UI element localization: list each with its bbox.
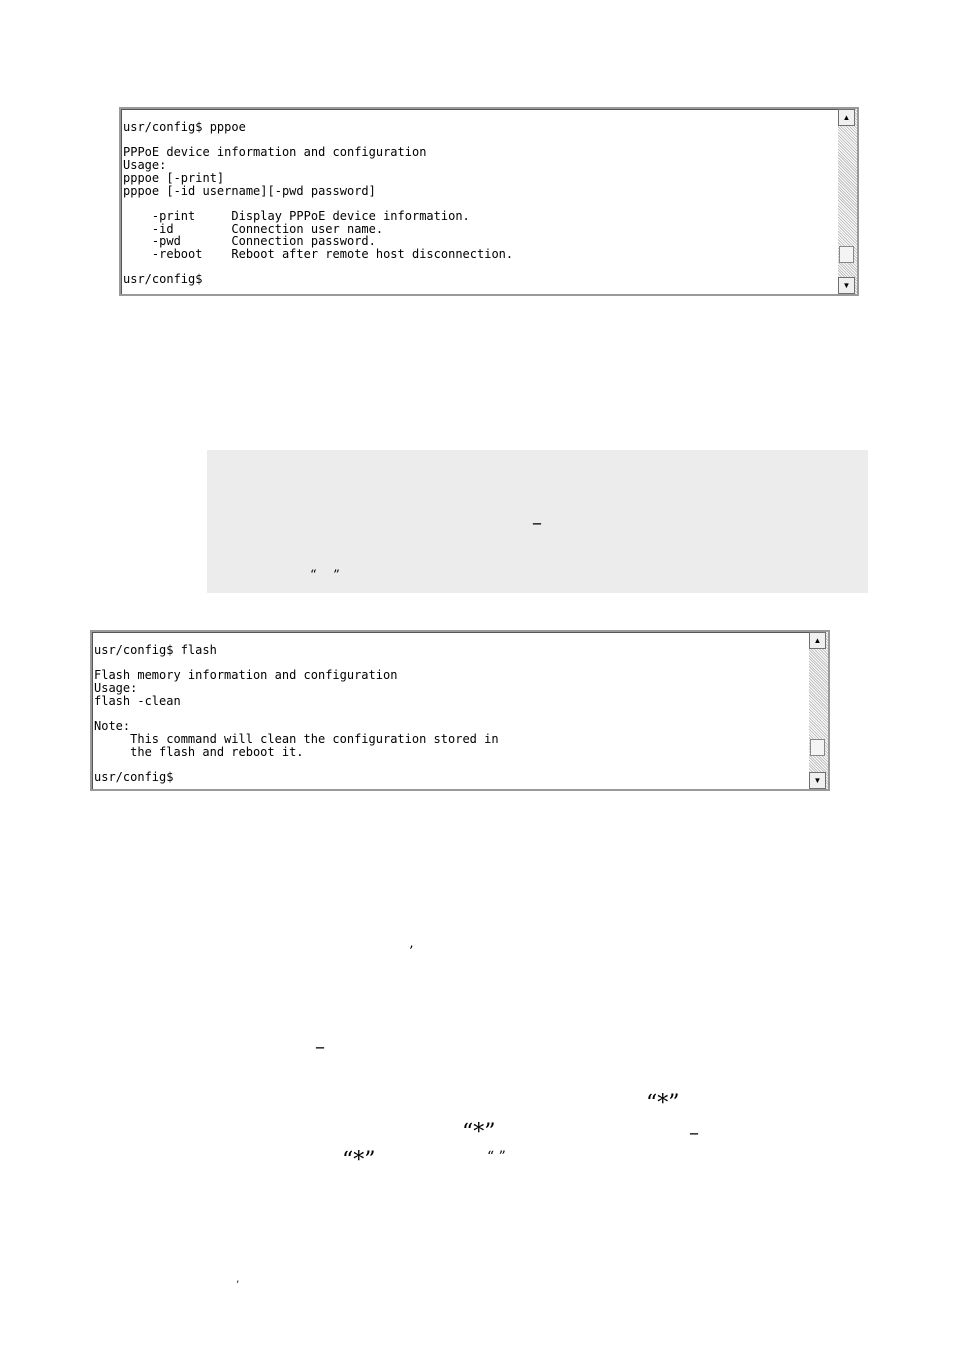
note-quotes: “ ” — [310, 568, 340, 583]
note-dash: – — [532, 510, 542, 534]
body-dash: – — [689, 1120, 699, 1144]
scrollbar-thumb[interactable] — [810, 739, 825, 756]
body-comma: ’ — [409, 944, 414, 960]
pppoe-scrollbar[interactable] — [838, 109, 857, 294]
flash-terminal-output: usr/config$ flash Flash memory information and configuration Usage: flash -clean Note: This command will clean the configuration stored in the flash and reboot it. usr/config$ — [94, 643, 499, 785]
body-comma: ’ — [236, 1280, 240, 1291]
flash-terminal-window — [90, 630, 830, 791]
scroll-down-arrow-icon[interactable]: ▼ — [809, 772, 826, 789]
body-quote-star: “*” — [342, 1148, 376, 1173]
flash-scrollbar[interactable] — [809, 632, 828, 789]
note-box — [207, 450, 868, 593]
scroll-down-arrow-icon[interactable]: ▼ — [838, 277, 855, 294]
body-quotes: “ ” — [487, 1149, 506, 1165]
body-dash: – — [315, 1034, 325, 1058]
body-quote-star: “*” — [646, 1091, 680, 1116]
scroll-up-arrow-icon[interactable]: ▲ — [809, 632, 826, 649]
body-quote-star: “*” — [462, 1120, 496, 1145]
scroll-up-arrow-icon[interactable]: ▲ — [838, 109, 855, 126]
pppoe-terminal-window — [119, 107, 859, 296]
pppoe-terminal-output: usr/config$ pppoe PPPoE device information and configuration Usage: pppoe [-print] pppoe [-id username][-pwd password] -print Display PPPoE device information. -id Connection user name. -pwd Connection password. -reboot Reboot after remote host disconnection. usr/config$ — [123, 120, 514, 287]
scrollbar-thumb[interactable] — [839, 246, 854, 263]
